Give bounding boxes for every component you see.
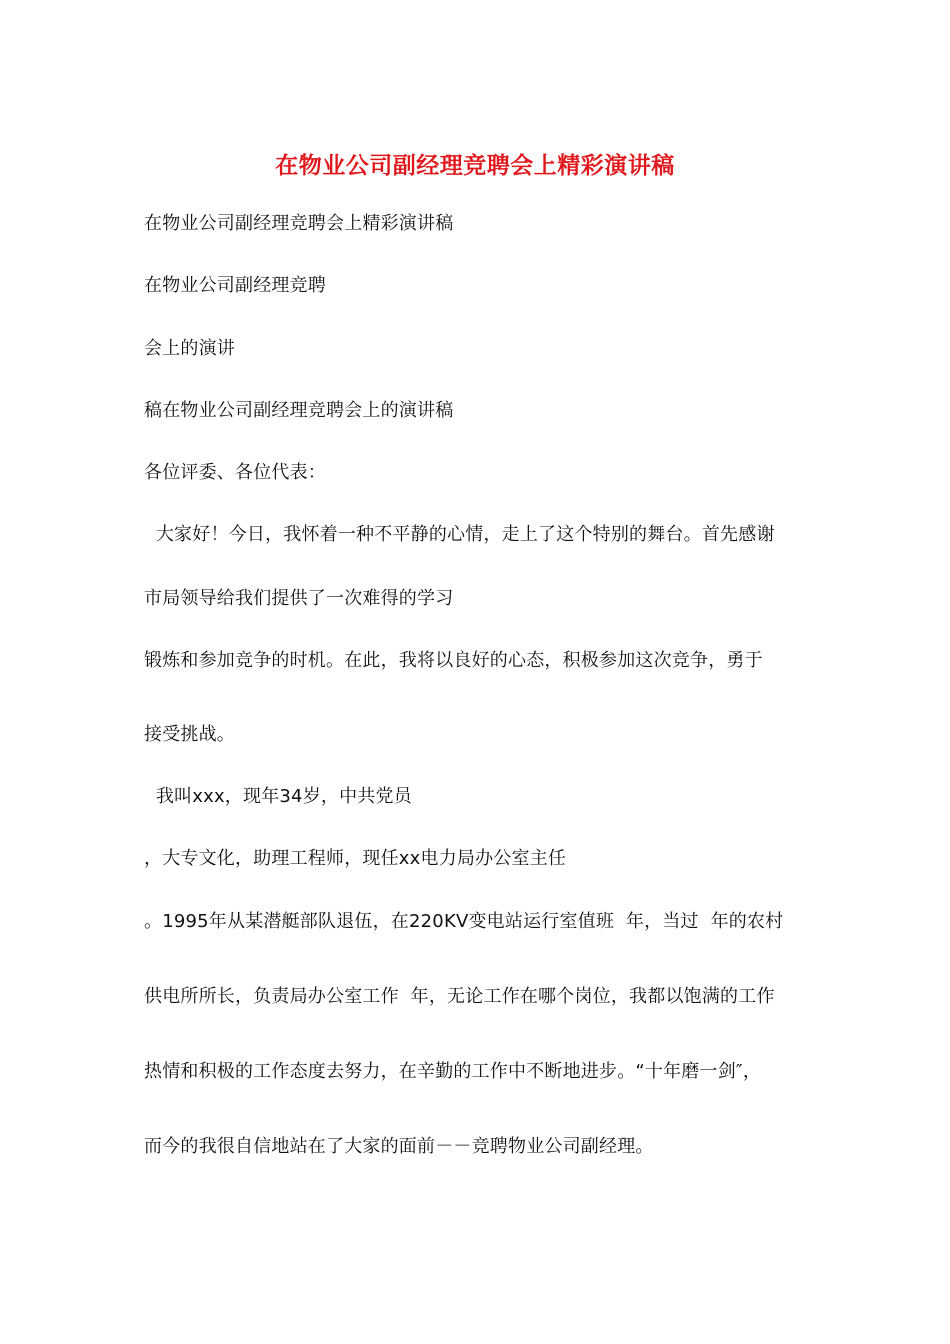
body-line-14: 热情和积极的工作态度去努力，在辛勤的工作中不断地进步。“十年磨一剑″， [144,1061,762,1082]
body-line-3: 会上的演讲 [144,338,235,359]
document-title: 在物业公司副经理竞聘会上精彩演讲稿 [275,152,675,179]
body-line-10: 我叫xxx，现年34岁，中共党员 [144,786,412,807]
body-line-8: 锻炼和参加竞争的时机。在此，我将以良好的心态，积极参加这次竞争，勇于 [144,650,763,671]
body-line-2: 在物业公司副经理竞聘 [144,275,326,296]
body-line-6: 大家好！今日，我怀着一种不平静的心情，走上了这个特别的舞台。首先感谢 [144,524,775,545]
body-line-11: ，大专文化，助理工程师，现任xx电力局办公室主任 [144,848,567,869]
body-line-9: 接受挑战。 [144,724,235,745]
body-line-5: 各位评委、各位代表： [144,462,326,483]
body-line-13: 供电所所长，负责局办公室工作 年，无论工作在哪个岗位，我都以饱满的工作 [144,986,775,1007]
body-line-1: 在物业公司副经理竞聘会上精彩演讲稿 [144,213,454,234]
body-line-7: 市局领导给我们提供了一次难得的学习 [144,588,454,609]
body-line-15: 而今的我很自信地站在了大家的面前－－竞聘物业公司副经理。 [144,1136,654,1157]
body-line-12: 。1995年从某潜艇部队退伍，在220KV变电站运行室值班 年，当过 年的农村 [144,911,784,932]
body-line-4: 稿在物业公司副经理竞聘会上的演讲稿 [144,400,454,421]
